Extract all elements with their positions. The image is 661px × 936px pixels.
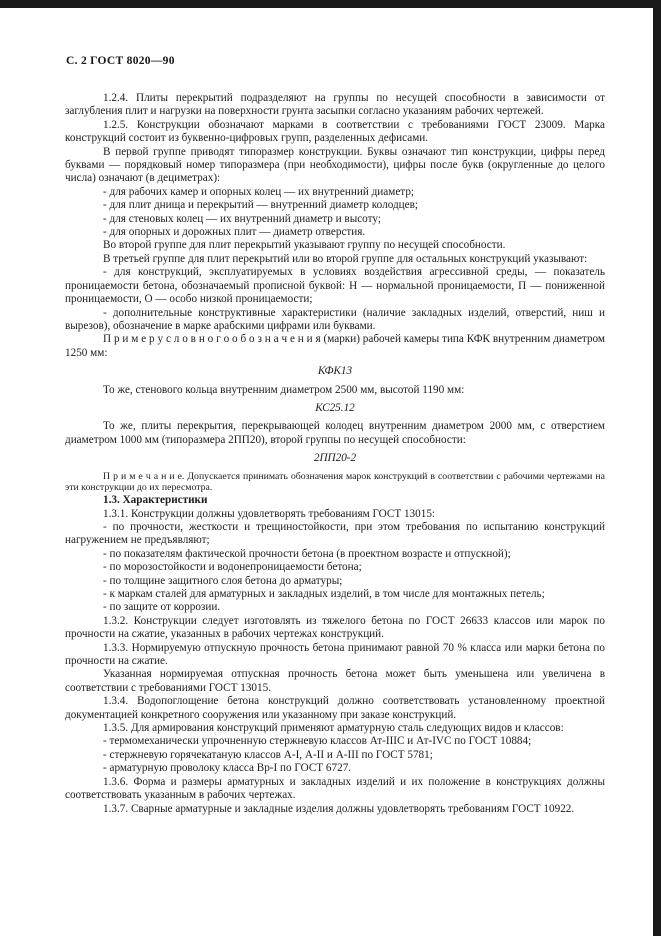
list-item: - дополнительные конструктивные характеристики (наличие закладных изделий, отверстий, ниш и вырезов), обозначение в марке арабскими цифрами или буквами. [65,306,605,332]
paragraph: В третьей группе для плит перекрытий или во второй группе для остальных конструкций указывают: [103,252,588,265]
page-header: С. 2 ГОСТ 8020—90 [66,55,175,67]
paragraph: 1.3.7. Сварные арматурные и закладные изделия должны удовлетворять требованиям ГОСТ 10922. [103,802,575,815]
list-item: - арматурную проволоку класса Вр-I по ГОСТ 6727. [103,762,352,775]
list-item: - стержневую горячекатаную классов А-I, А-II и А-III по ГОСТ 5781; [103,748,433,761]
paragraph: 1.3.3. Нормируемую отпускную прочность бетона принимают равной 70 % класса или марки бетона по прочности на сжатие. [65,641,605,668]
list-item: - по толщине защитного слоя бетона до арматуры; [103,574,343,587]
list-item: - для стеновых колец — их внутренний диаметр и высоту; [103,212,381,225]
list-item: - по прочности, жесткости и трещиностойкости, при этом требования по испытанию конструкций нагружением не предъявляют; [65,520,605,547]
mark-designation: КФК13 [317,365,353,378]
document-body [65,92,605,816]
paragraph: 1.3.6. Форма и размеры арматурных и закладных изделий и их положение в конструкциях должны соответствовать указанным в рабочих чертежах. [65,775,605,802]
mark-designation: КС25.12 [315,401,355,414]
paragraph: 1.2.5. Конструкции обозначают марками в соответствии с требованиями ГОСТ 23009. Марка конструкций состоит из буквенно-цифровых групп, разделенных дефисами. [65,118,605,145]
paragraph: То же, стенового кольца внутренним диаметром 2500 мм, высотой 1190 мм: [103,383,465,396]
example-intro: П р и м е р у с л о в н о г о о б о з н а ч е н и я (марки) рабочей камеры типа КФК внутренним диаметром 1250 мм: [65,333,605,359]
list-item: - по показателям фактической прочности бетона (в проектном возрасте и отпускной); [103,547,511,560]
paragraph: 1.3.4. Водопоглощение бетона конструкций должно соответствовать установленному проектной документацией конкретного сооружения или указанному при заказе конструкций. [65,695,605,721]
paragraph: Указанная нормируемая отпускная прочность бетона может быть уменьшена или увеличена в соответствии с требованиями ГОСТ 13015. [65,668,605,694]
note: П р и м е ч а н и е. Допускается принимать обозначения марок конструкций в соответствии с рабочими чертежами на эти конструкции до их пересмотра. [65,470,605,494]
paragraph: 1.3.5. Для армирования конструкций применяют арматурную сталь следующих видов и классов: [103,722,564,735]
paragraph: 1.3.2. Конструкции следует изготовлять из тяжелого бетона по ГОСТ 26633 классов или марок по прочности на сжатие, указанных в рабочих чертежах конструкций. [65,614,605,641]
scan-edge-right [653,0,661,936]
list-item: - по защите от коррозии. [103,601,221,614]
list-item: - для конструкций, эксплуатируемых в условиях воздействия агрессивной среды, — показатель проницаемости бетона, обозначаемый прописной буквой: Н — нормальной проницаемости, П — пониженной проницаемости, О — особо низкой проницаемости; [65,266,605,306]
list-item: - по морозостойкости и водонепроницаемости бетона; [103,561,362,574]
section-heading: 1.3. Характеристики [103,494,208,507]
paragraph: 1.3.1. Конструкции должны удовлетворять требованиям ГОСТ 13015: [103,507,436,520]
scan-edge-top [0,0,661,8]
list-item: - к маркам сталей для арматурных и закладных изделий, в том числе для монтажных петель; [103,588,545,600]
paragraph: 1.2.4. Плиты перекрытий подразделяют на группы по несущей способности в зависимости от заглубления плит и нагрузки на поверхности грунта засыпки согласно указаниям рабочих чертежей. [65,92,605,118]
paragraph: Во второй группе для плит перекрытий указывают группу по несущей способности. [103,239,506,252]
list-item: - термомеханически упрочненную стержневую классов Ат-IIIС и Ат-IVС по ГОСТ 10884; [103,735,532,748]
list-item: - для опорных и дорожных плит — диаметр отверстия. [103,226,366,239]
list-item: - для плит днища и перекрытий — внутренний диаметр колодцев; [103,199,419,212]
list-item: - для рабочих камер и опорных колец — их внутренний диаметр; [103,185,415,198]
paragraph: В первой группе приводят типоразмер конструкции. Буквы означают тип конструкции, цифры перед буквами — порядковый номер типоразмера (при необходимости), цифры после букв (округленные до целого числа) означают (в дециметрах): [65,145,605,185]
mark-designation: 2ПП20-2 [313,452,357,465]
paragraph: То же, плиты перекрытия, перекрывающей колодец внутренним диаметром 2000 мм, с отверстием диаметром 1000 мм (типоразмера 2ПП20), второй группы по несущей способности: [65,420,605,446]
